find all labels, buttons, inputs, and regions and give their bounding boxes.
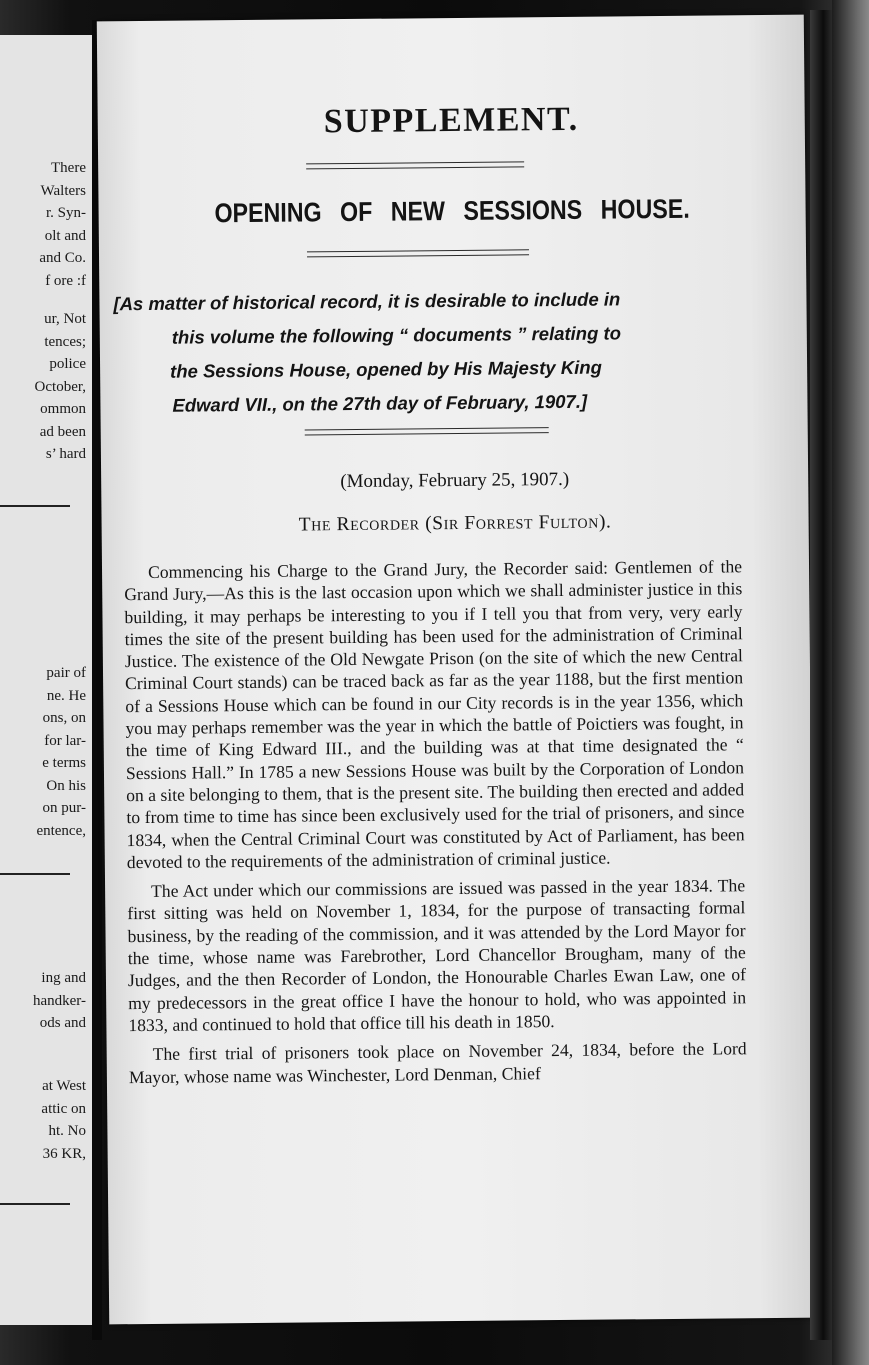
note-line: the Sessions House, opened by His Majesty King (170, 356, 602, 382)
left-facing-page (0, 35, 95, 1325)
left-page-line: on pur- (42, 800, 86, 816)
left-page-line: e terms (42, 755, 86, 771)
note-double-rule (305, 427, 549, 435)
left-page-rule (0, 505, 70, 507)
page-edge-shadow (810, 10, 832, 1340)
dateline: (Monday, February 25, 1907.) (340, 468, 570, 493)
body-text (124, 555, 747, 1095)
left-page-line: Walters (40, 182, 86, 199)
left-page-block-3 (36, 662, 86, 842)
page-title: SUPPLEMENT. (323, 100, 579, 141)
left-page-line: police (49, 356, 86, 372)
left-page-line: ommon (40, 401, 86, 417)
left-page-line: for lar- (44, 732, 86, 749)
left-page-block-2 (35, 308, 86, 466)
left-page-line: There (51, 160, 86, 176)
editorial-note (113, 281, 794, 424)
note-line: Edward VII., on the 27th day of February, 1907.] (172, 390, 588, 416)
section-heading: OPENING OF NEW SESSIONS HOUSE. (214, 193, 690, 229)
left-page-line: ht. No (48, 1123, 86, 1139)
note-line: this volume the following “ documents ” relating to (171, 322, 622, 348)
left-page-line: r. Syn- (45, 205, 86, 221)
heading-double-rule (307, 249, 529, 257)
speaker-text: The Recorder (Sir Forrest Fulton). (298, 511, 612, 536)
left-page-line: s’ hard (45, 446, 86, 462)
left-page-line: handker- (32, 992, 86, 1009)
left-page-line: 36 KR, (42, 1145, 86, 1162)
left-page-line: at West (42, 1078, 86, 1094)
main-page (97, 15, 816, 1325)
speaker-heading (102, 510, 809, 539)
left-page-line: ods and (39, 1015, 86, 1031)
left-page-line: entence, (36, 822, 86, 839)
title-double-rule (306, 161, 524, 169)
left-page-line: ur, Not (44, 311, 86, 327)
left-page-rule (0, 1203, 70, 1205)
paragraph: The Act under which our commissions are issued was passed in the year 1834. The first sitting was held on November 1, 1834, for the purpose of transacting formal business, by the reading of the commission, and it was attended by the Lord Mayor for the time, whose name was Farebrother, Lord Chancellor Brougham, many of the Judges, and the then Recorder of London, the Honourable Charles Ewan Law, one of my predecessors in the great office I have the honour to hold, who was appointed in 1833, and continued to hold that office till his death in 1850. (127, 875, 747, 1036)
paragraph: The first trial of prisoners took place on November 24, 1834, before the Lord Mayor, whose name was Winchester, Lord Denman, Chief (128, 1038, 747, 1087)
paragraph: Commencing his Charge to the Grand Jury, the Recorder said: Gentlemen of the Grand Jury,—As this is the last occasion upon which we shall administer justice in this building, it may perhaps be interesting to you if I tell you that from very, very early times the site of the present building has been used for the administration of Criminal Justice. The existence of the Old Newgate Prison (on the site of which the new Central Criminal Court stands) can be traced back as far as the year 1188, but the first mention of a Sessions House which can be found in our City records is in the year 1356, which you may perhaps remember was the year in which the battle of Poictiers was fought, in the time of King Edward III., and the building was at that time designated the “ Sessions Hall.” In 1785 a new Sessions House was built by the Corporation of London on a site belonging to them, that is the present site. The building then erected and added to from time to time has since been exclusively used for the trial of prisoners, and since 1834, when the Central Criminal Court was constituted by Act of Parliament, has been devoted to the requirements of the administration of criminal justice. (124, 556, 745, 873)
left-page-block-4 (33, 967, 86, 1035)
page-content (97, 15, 816, 1325)
left-page-rule (0, 873, 70, 875)
left-page-line: October, (34, 378, 86, 395)
left-page-block-1 (39, 157, 86, 292)
left-page-line: pair of (46, 665, 86, 681)
left-page-line: ne. He (46, 687, 86, 704)
left-page-line: ons, on (42, 710, 86, 726)
left-page-block-5 (41, 1075, 86, 1165)
left-page-line: f ore :f (45, 272, 86, 289)
left-page-line: ing and (41, 970, 86, 986)
left-page-line: attic on (41, 1100, 86, 1117)
left-page-line: ad been (39, 423, 86, 440)
left-page-line: On his (46, 777, 86, 794)
left-page-line: tences; (44, 333, 86, 350)
note-line: [As matter of historical record, it is desirable to include in (113, 288, 621, 315)
left-page-line: and Co. (39, 250, 86, 266)
scan-background (832, 0, 869, 1365)
left-page-line: olt and (44, 227, 86, 244)
